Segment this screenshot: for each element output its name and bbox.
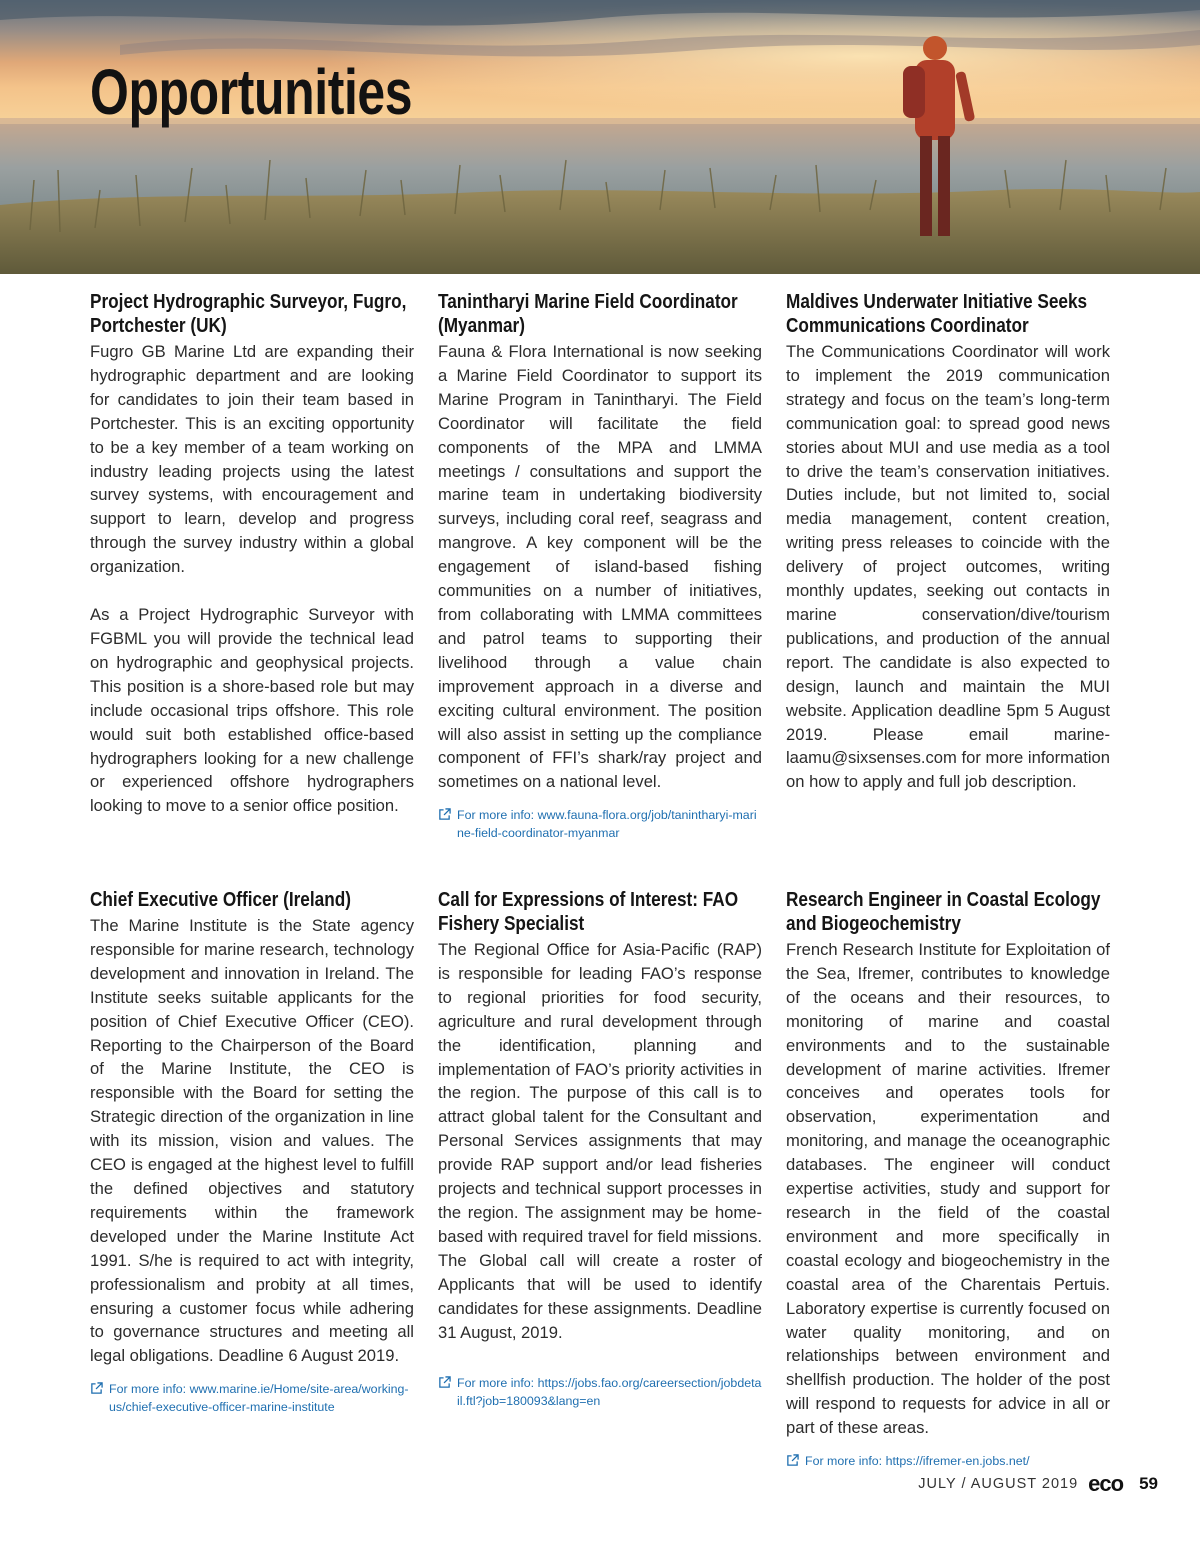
page-footer [918,1472,1158,1496]
job-description: The Regional Office for Asia-Pacific (RAP) is responsible for leading FAO’s response to regional priorities for food security, agriculture and rural development through the identification, planning and implementation of FAO’s priority activities in the region. The purpose of this call is to attract global talent for the Consultant and Personal Services assignments that may provide RAP support and/or lead fisheries projects and technical support processes in the region. The assignment may be home-based with required travel for field missions. The Global call will create a roster of Applicants that will be used to identify candidates for these assignments. Deadline 31 August, 2019. [438,940,762,1342]
external-link-icon [786,1454,799,1467]
more-info-link[interactable] [90,1380,414,1416]
job-title: Tanintharyi Marine Field Coordinator (Myanmar) [438,291,738,337]
hero-banner [0,0,1200,274]
more-info-url[interactable]: https://jobs.fao.org/careersection/jobdetail.ftl?job=180093&lang=en [457,1376,762,1409]
job-research-engineer [786,888,1110,1470]
job-description: As a Project Hydrographic Surveyor with FGBML you will provide the technical lead on hydrographic and geophysical projects. This position is a shore-based role but may include occasional trips offshore. This role would suit both established office-based hydrographers looking for a new challenge or experienced offshore hydrographers looking to move to a senior office position. [90,605,414,816]
job-chief-executive-officer [90,888,414,1416]
job-description: Fugro GB Marine Ltd are expanding their hydrographic department and are looking for candidates to join their team based in Portchester. This is an exciting opportunity to be a key member of a team working on industry leading projects using the latest survey systems, with encouragement and support to learn, develop and progress through the survey industry within a global organization. [90,342,414,577]
magazine-logo: eco [1088,1471,1124,1496]
job-title: Chief Executive Officer (Ireland) [90,889,351,911]
more-info-label: For more info: [457,808,535,823]
external-link-icon [90,1382,103,1395]
job-description: The Communications Coordinator will work to implement the 2019 communication strategy and focus on the team’s long-term communication goal: to spread good news stories about MUI and use media as a tool to drive the team’s conservation initiatives. Duties include, but not limited to, social media management, content creation, writing press releases to coincide with the delivery of project outcomes, writing monthly updates, seeking out contacts in marine conservation/dive/tourism publications, and production of the annual report. The candidate is also expected to design, launch and maintain the MUI website. Application deadline 5pm 5 August 2019. Please email marine-laamu@sixsenses.com for more information on how to apply and full job description. [786,342,1110,792]
job-title: Maldives Underwater Initiative Seeks Communications Coordinator [786,291,1088,337]
more-info-link[interactable] [438,806,762,842]
more-info-link[interactable] [438,1374,762,1410]
job-title: Project Hydrographic Surveyor, Fugro, Portchester (UK) [90,291,407,337]
job-mui-communications [786,290,1110,794]
job-fao-fishery-specialist [438,888,762,1410]
page-title: Opportunities [90,56,413,128]
issue-date: JULY / AUGUST 2019 [918,1476,1079,1492]
job-title: Research Engineer in Coastal Ecology and Biogeochemistry [786,889,1101,935]
job-tanintharyi-coordinator [438,290,762,842]
more-info-url[interactable]: www.fauna-flora.org/job/tanintharyi-marine-field-coordinator-myanmar [457,808,757,841]
more-info-url[interactable]: https://ifremer-en.jobs.net/ [885,1454,1030,1469]
more-info-link[interactable] [786,1452,1110,1470]
job-project-hydrographic-surveyor [90,290,414,818]
job-description: The Marine Institute is the State agency responsible for marine research, technology development and innovation in Ireland. The Institute seeks suitable applicants for the position of Chief Executive Officer (CEO). Reporting to the Chairperson of the Board of the Marine Institute, the CEO is responsible with the Board for setting the Strategic direction of the organization in line with its mission, vision and values. The CEO is engaged at the highest level to fulfill the defined objectives and statutory requirements within the framework developed under the Marine Institute Act 1991. S/he is required to act with integrity, professionalism and probity at all times, ensuring a customer focus while adhering to governance structures and meeting all legal obligations. Deadline 6 August 2019. [90,916,414,1366]
more-info-label: For more info: [457,1376,535,1391]
external-link-icon [438,808,451,821]
job-description: Fauna & Flora International is now seeking a Marine Field Coordinator to support its Marine Program in Tanintharyi. The Field Coordinator will facilitate the field components of the MPA and LMMA meetings / consultations and support the marine team in undertaking biodiversity surveys, including coral reef, seagrass and mangrove. A key component will be the engagement of island-based fishing communities on a number of initiatives, from collaborating with LMMA committees and patrol teams to supporting their livelihood through a value chain improvement approach in a diverse and exciting cultural environment. The position will also assist in setting up the compliance component of FFI’s shark/ray project and sometimes on a national level. [438,342,762,792]
external-link-icon [438,1376,451,1389]
page-number: 59 [1139,1474,1158,1493]
more-info-url[interactable]: www.marine.ie/Home/site-area/working-us/chief-executive-officer-marine-institute [109,1382,409,1415]
more-info-label: For more info: [805,1454,883,1469]
job-description: French Research Institute for Exploitation of the Sea, Ifremer, contributes to knowledge of the oceans and their resources, to monitoring of marine and coastal environments and to the sustainable development of marine activities. Ifremer conceives and operates tools for observation, experimentation and monitoring, and manage the oceanographic databases. The engineer will conduct expertise activities, study and support for research in the field of the coastal environment and more specifically in coastal ecology and biogeochemistry in the coastal area of the Charentais Pertuis. Laboratory expertise is currently focused on water quality monitoring, and on relationships between environment and shellfish production. The holder of the post will respond to requests for advice in all or part of these areas. [786,940,1110,1438]
more-info-label: For more info: [109,1382,187,1397]
job-title: Call for Expressions of Interest: FAO Fishery Specialist [438,889,739,935]
sunset-shore-photo [0,0,1200,274]
